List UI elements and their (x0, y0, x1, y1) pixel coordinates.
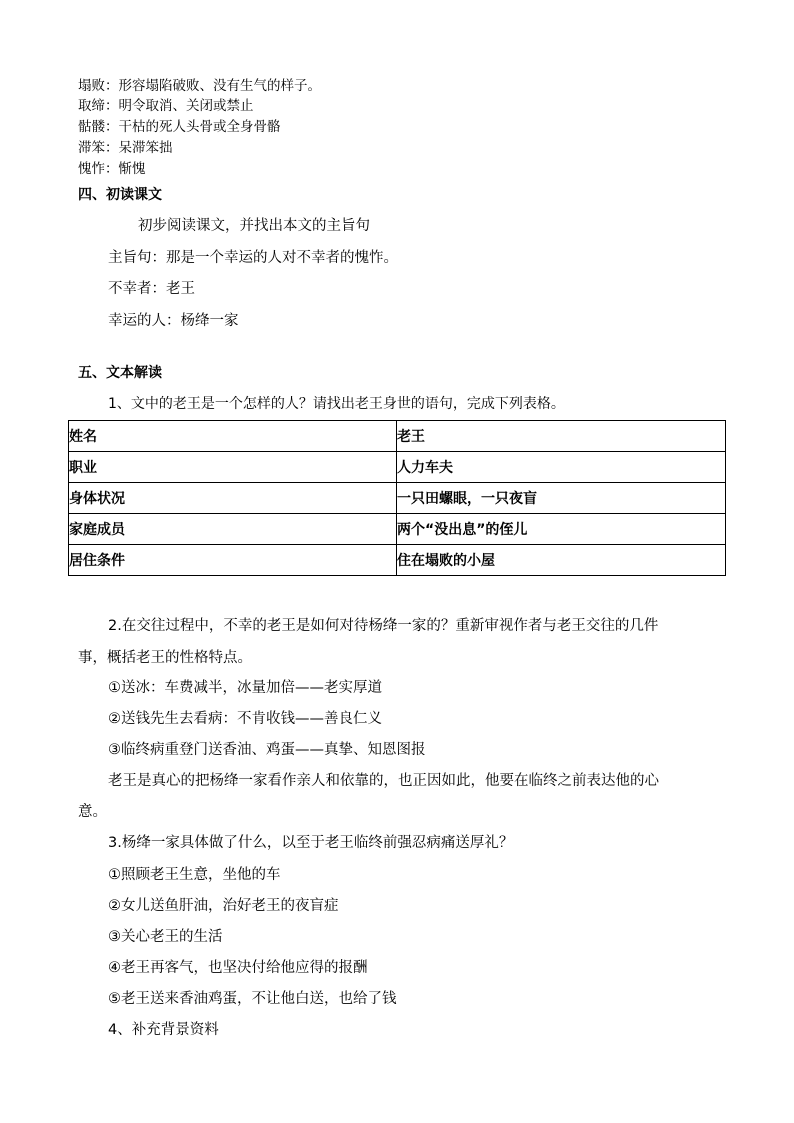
question-3: 3.杨绛一家具体做了什么，以至于老王临终前强忍病痛送厚礼？ (108, 835, 514, 851)
table-cell: 人力车夫 (397, 452, 726, 483)
table-row (69, 421, 726, 452)
table-cell: 姓名 (69, 421, 397, 452)
table-cell: 一只田螺眼，一只夜盲 (397, 483, 726, 514)
table-cell: 住在塌败的小屋 (397, 545, 726, 576)
table-row (69, 545, 726, 576)
table-cell: 职业 (69, 452, 397, 483)
list-item: ②女儿送鱼肝油，治好老王的夜盲症 (108, 898, 339, 914)
list-item: ①送冰：车费减半，冰量加倍——老实厚道 (108, 680, 382, 696)
table-cell: 身体状况 (69, 483, 397, 514)
list-item: ④老王再客气，也坚决付给他应得的报酬 (108, 960, 368, 976)
vocab-item: 滞笨：呆滞笨拙 (78, 140, 173, 156)
theme-sentence: 主旨句：那是一个幸运的人对不幸者的愧怍。 (108, 250, 398, 266)
summary-text-cont: 意。 (78, 804, 107, 820)
list-item: ②送钱先生去看病：不肯收钱——善良仁义 (108, 711, 382, 727)
table-row (69, 452, 726, 483)
section-heading: 五、文本解读 (78, 365, 162, 381)
vocab-item: 愧怍：惭愧 (78, 161, 146, 177)
question-1: 1、文中的老王是一个怎样的人？请找出老王身世的语句，完成下列表格。 (108, 396, 565, 412)
vocab-item: 骷髅：干枯的死人头骨或全身骨骼 (78, 119, 281, 135)
question-2-cont: 事，概括老王的性格特点。 (78, 650, 252, 666)
vocab-item: 塌败：形容塌陷破败、没有生气的样子。 (78, 78, 321, 94)
table-row (69, 483, 726, 514)
list-item: ⑤老王送来香油鸡蛋，不让他白送，也给了钱 (108, 991, 397, 1007)
summary-text: 老王是真心的把杨绛一家看作亲人和依靠的，也正因如此，他要在临终之前表达他的心 (108, 773, 659, 789)
list-item: ①照顾老王生意，坐他的车 (108, 867, 281, 883)
lucky-people: 幸运的人：杨绛一家 (108, 313, 239, 329)
section-heading: 四、初读课文 (78, 187, 162, 203)
table-cell: 老王 (397, 421, 726, 452)
unlucky-person: 不幸者：老王 (108, 281, 195, 297)
table-cell: 家庭成员 (69, 514, 397, 545)
laowang-info-table (68, 420, 726, 576)
question-2: 2.在交往过程中，不幸的老王是如何对待杨绛一家的？重新审视作者与老王交往的几件 (108, 618, 659, 634)
table-cell: 两个“没出息”的侄儿 (397, 514, 726, 545)
table-row (69, 514, 726, 545)
list-item: ③临终病重登门送香油、鸡蛋——真挚、知恩图报 (108, 742, 426, 758)
list-item: ③关心老王的生活 (108, 929, 223, 945)
instruction-text: 初步阅读课文，并找出本文的主旨句 (138, 218, 370, 234)
table-cell: 居住条件 (69, 545, 397, 576)
vocab-item: 取缔：明令取消、关闭或禁止 (78, 98, 254, 114)
question-4: 4、补充背景资料 (108, 1022, 219, 1038)
